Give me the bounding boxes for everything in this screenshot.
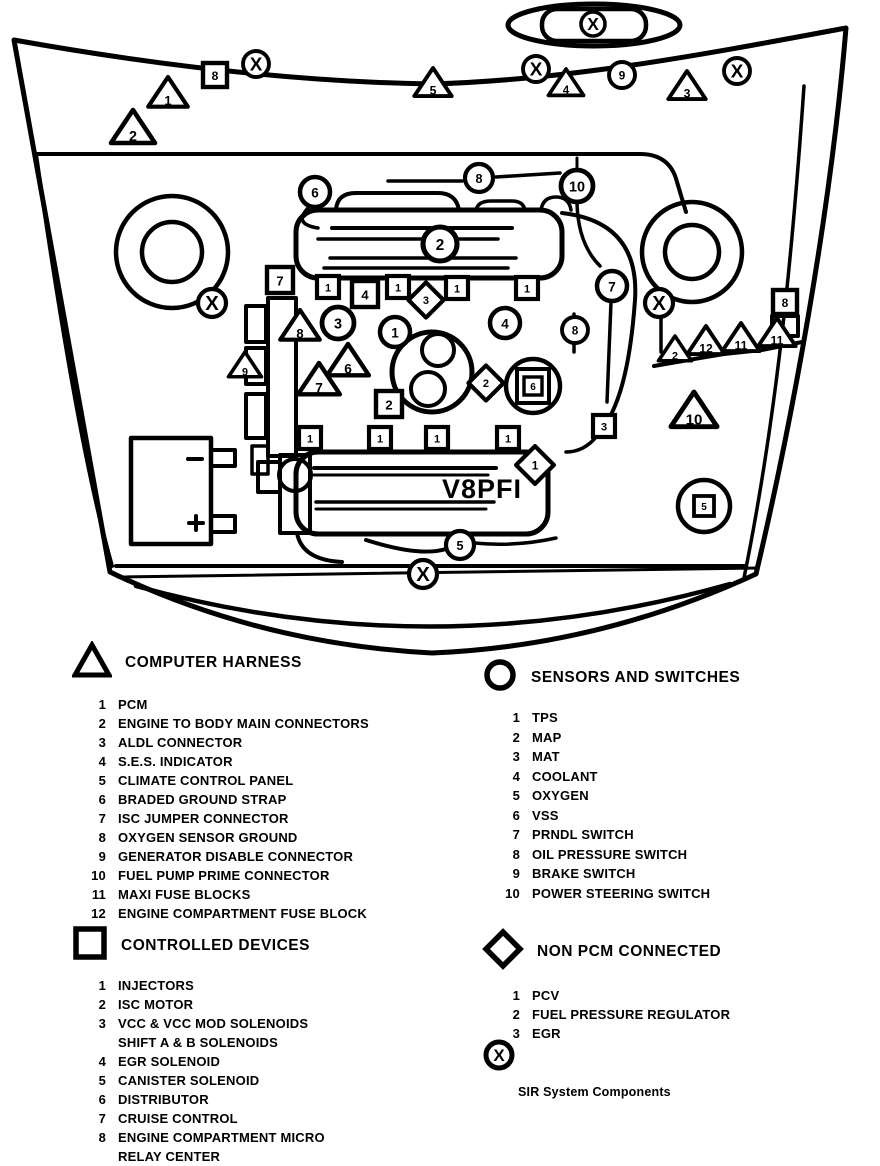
svg-text:12: 12	[699, 341, 713, 356]
marker-triangle-9	[229, 352, 262, 378]
square-symbol-icon	[72, 926, 108, 965]
legend-item: 8 ENGINE COMPARTMENT MICRO	[98, 1130, 325, 1145]
svg-text:7: 7	[315, 380, 323, 396]
marker-triangle-11	[758, 318, 795, 347]
svg-text:5: 5	[429, 83, 437, 98]
marker-square-7	[267, 267, 293, 293]
marker-circle-8	[465, 164, 493, 192]
sir-component-icon	[409, 560, 437, 588]
svg-text:4: 4	[501, 316, 509, 332]
legend-item: 3 ALDL CONNECTOR	[98, 735, 243, 750]
svg-text:1: 1	[324, 282, 332, 295]
svg-text:1: 1	[504, 433, 512, 446]
svg-text:X: X	[652, 293, 666, 315]
legend-title: SENSORS AND SWITCHES	[531, 668, 741, 686]
marker-square-1	[426, 427, 448, 449]
bay-outline	[14, 4, 846, 653]
marker-circle-10	[561, 170, 593, 202]
svg-text:1: 1	[453, 283, 461, 296]
svg-text:4: 4	[562, 84, 570, 97]
svg-text:5: 5	[456, 538, 464, 553]
legend-title: CONTROLLED DEVICES	[121, 936, 310, 954]
marker-square-1	[387, 276, 409, 298]
svg-text:3: 3	[422, 295, 430, 308]
svg-text:3: 3	[600, 421, 608, 434]
legend-item: 1 INJECTORS	[98, 978, 194, 993]
legend-item: 3 MAT	[512, 749, 560, 764]
marker-circle-3	[322, 307, 354, 339]
legend-controlled-devices	[72, 926, 325, 1166]
legend-item: 11 MAXI FUSE BLOCKS	[91, 887, 251, 902]
svg-text:10: 10	[685, 411, 703, 429]
legend-item: 4 S.E.S. INDICATOR	[98, 754, 233, 769]
legend-item: 1 TPS	[512, 710, 558, 725]
marker-square-1	[317, 276, 339, 298]
svg-text:X: X	[587, 14, 599, 34]
marker-circle-4	[490, 308, 520, 338]
svg-text:10: 10	[568, 179, 586, 196]
sir-component-icon	[198, 289, 226, 317]
marker-circle-8	[562, 317, 588, 343]
svg-text:2: 2	[128, 129, 138, 145]
svg-text:8: 8	[211, 69, 219, 84]
svg-text:2: 2	[435, 236, 445, 254]
legend-item: 5 CANISTER SOLENOID	[98, 1073, 260, 1088]
marker-triangle-10	[671, 392, 717, 429]
sir-component-icon	[724, 58, 750, 84]
legend-item: 4 COOLANT	[512, 768, 598, 784]
legend-item: 4 EGR SOLENOID	[98, 1054, 221, 1069]
svg-text:X: X	[249, 53, 263, 75]
legend-item: 10 POWER STEERING SWITCH	[505, 885, 711, 901]
svg-text:1: 1	[376, 433, 384, 446]
marker-square-1	[446, 277, 468, 299]
marker-triangle-2	[111, 110, 155, 145]
legend-item: 7 PRNDL SWITCH	[512, 827, 634, 842]
legend-sir	[482, 1038, 671, 1099]
svg-text:7: 7	[276, 273, 284, 289]
svg-text:X: X	[205, 293, 219, 315]
legend-title: NON PCM CONNECTED	[537, 942, 722, 960]
svg-text:5: 5	[701, 502, 707, 514]
legend-item: 10 FUEL PUMP PRIME CONNECTOR	[91, 868, 330, 883]
legend-item: 6 VSS	[512, 807, 559, 823]
marker-square-1	[299, 427, 321, 449]
circled-x-symbol-icon	[482, 1046, 518, 1076]
legend-item: 3 VCC & VCC MOD SOLENOIDS	[98, 1016, 309, 1031]
legend-item: 2 MAP	[512, 729, 562, 745]
legend-non-pcm-connected	[482, 928, 730, 1043]
svg-text:1: 1	[523, 283, 531, 296]
marker-circle-1	[380, 317, 410, 347]
svg-text:1: 1	[531, 458, 539, 473]
marker-square-4	[352, 281, 378, 307]
legend-item: 8 OIL PRESSURE SWITCH	[512, 846, 688, 862]
marker-circle-2	[423, 227, 457, 261]
svg-text:11: 11	[770, 333, 784, 348]
marker-square-6	[524, 377, 542, 395]
marker-square-8	[203, 63, 227, 87]
marker-triangle-11	[722, 323, 759, 352]
sir-component-icon	[645, 289, 673, 317]
svg-text:8: 8	[571, 324, 579, 338]
legend-item: 2 FUEL PRESSURE REGULATOR	[512, 1007, 731, 1022]
sir-component-icon	[523, 56, 549, 82]
svg-text:8: 8	[781, 296, 789, 311]
legend-item: 8 OXYGEN SENSOR GROUND	[98, 830, 298, 845]
svg-text:2: 2	[482, 378, 490, 391]
sir-caption: SIR System Components	[518, 1085, 671, 1099]
svg-text:6: 6	[530, 381, 536, 393]
svg-text:X: X	[529, 58, 543, 80]
sir-component-icon	[581, 12, 605, 36]
svg-text:1: 1	[394, 282, 402, 295]
engine-label: V8PFI	[441, 474, 522, 504]
marker-square-1	[369, 427, 391, 449]
svg-text:4: 4	[361, 287, 369, 303]
svg-text:9: 9	[618, 69, 626, 83]
marker-triangle-6	[327, 344, 369, 376]
svg-text:X: X	[493, 1046, 505, 1065]
marker-square-1	[497, 427, 519, 449]
circle-symbol-icon	[482, 658, 518, 697]
legend-item: 6 BRADED GROUND STRAP	[98, 792, 287, 807]
svg-text:3: 3	[333, 316, 343, 333]
legend-title: COMPUTER HARNESS	[125, 653, 302, 671]
svg-text:1: 1	[306, 433, 314, 446]
legend-computer-harness	[72, 641, 369, 923]
legend-item: 5 CLIMATE CONTROL PANEL	[98, 773, 294, 788]
svg-text:X: X	[416, 564, 430, 586]
marker-square-3	[593, 415, 615, 437]
legend-item: 6 DISTRIBUTOR	[98, 1092, 209, 1107]
marker-triangle-12	[687, 326, 724, 355]
marker-triangle-1	[148, 77, 188, 108]
marker-circle-5	[446, 531, 474, 559]
legend-sensors-switches	[482, 658, 740, 903]
svg-text:1: 1	[391, 325, 399, 341]
marker-triangle-2	[659, 336, 692, 362]
legend-item: 9 GENERATOR DISABLE CONNECTOR	[98, 849, 354, 864]
svg-text:2: 2	[671, 350, 679, 363]
legend-item: 9 BRAKE SWITCH	[512, 866, 636, 881]
svg-text:8: 8	[475, 171, 483, 186]
legend-item: 1 PCM	[98, 697, 148, 712]
legend-item: 5 OXYGEN	[512, 788, 589, 803]
marker-circle-6	[300, 177, 330, 207]
svg-text:1: 1	[164, 92, 172, 108]
marker-square-5	[694, 496, 714, 516]
marker-square-8	[773, 290, 797, 314]
svg-text:8: 8	[296, 325, 304, 341]
marker-circle-9	[609, 62, 635, 88]
triangle-symbol-icon	[72, 641, 112, 684]
marker-triangle-3	[668, 71, 705, 100]
marker-square-2	[376, 391, 402, 417]
legend-item: 2 ISC MOTOR	[98, 997, 194, 1012]
svg-text:6: 6	[311, 185, 319, 201]
marker-diamond-3	[408, 282, 443, 317]
legend-item: 3 EGR	[512, 1026, 561, 1041]
svg-text:9: 9	[241, 366, 249, 379]
svg-text:11: 11	[734, 338, 748, 353]
legend-item: 7 ISC JUMPER CONNECTOR	[98, 811, 289, 826]
legend-item: 1 PCV	[512, 988, 560, 1003]
marker-circle-7	[597, 271, 627, 301]
svg-text:7: 7	[608, 279, 616, 295]
diamond-symbol-icon	[482, 928, 524, 975]
svg-text:3: 3	[683, 86, 691, 101]
svg-text:2: 2	[385, 397, 393, 413]
sir-component-icon	[243, 51, 269, 77]
legend-item: 2 ENGINE TO BODY MAIN CONNECTORS	[98, 716, 369, 731]
legend-item: SHIFT A & B SOLENOIDS	[118, 1035, 278, 1050]
legend-item: RELAY CENTER	[118, 1149, 221, 1164]
legend-item: 7 CRUISE CONTROL	[98, 1111, 238, 1126]
svg-text:6: 6	[344, 361, 352, 377]
marker-triangle-8	[280, 310, 320, 341]
marker-square-1	[516, 277, 538, 299]
legend-item: 12 ENGINE COMPARTMENT FUSE BLOCK	[91, 906, 367, 921]
svg-text:X: X	[730, 60, 744, 82]
svg-text:1: 1	[433, 433, 441, 446]
